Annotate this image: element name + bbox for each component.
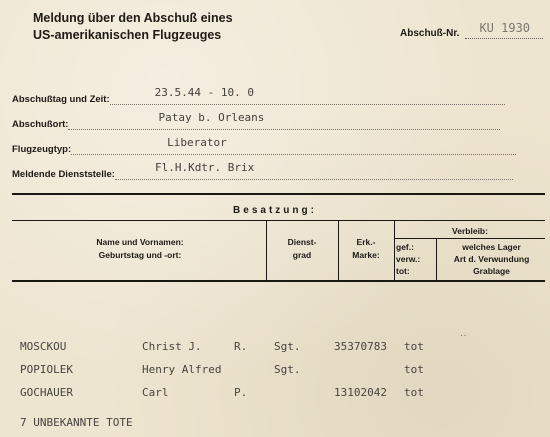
header-dienstgrad	[270, 236, 334, 262]
header-status-line1: gef.:	[396, 242, 414, 252]
field-dienststelle	[12, 161, 513, 180]
pencil-mark-icon: ··	[460, 330, 467, 341]
crew-row	[20, 340, 540, 363]
field-label: Abschußort:	[12, 119, 69, 130]
rule-verbleib	[395, 238, 545, 239]
field-label: Abschußtag und Zeit:	[12, 94, 110, 105]
field-value: Fl.H.Kdtr. Brix	[154, 161, 255, 174]
crew-first-name: Carl	[142, 386, 169, 399]
form-title-line1: Meldung über den Abschuß eines	[33, 11, 233, 25]
abschuss-nr-value: KU 1930	[479, 21, 531, 35]
header-verbleib-line1: welches Lager	[462, 242, 521, 252]
crew-last-name: POPIOLEK	[20, 363, 73, 376]
abschuss-nr-line	[465, 21, 543, 39]
field-line	[71, 136, 516, 155]
field-line	[68, 111, 500, 130]
rule-header-top	[12, 220, 545, 221]
column-divider	[436, 239, 437, 281]
header-name-line1: Name und Vornamen:	[96, 237, 184, 247]
header-verbleib-title: Verbleib:	[452, 226, 488, 236]
crew-number: 35370783	[334, 340, 387, 353]
section-title: Besatzung:	[233, 205, 317, 216]
field-line	[115, 161, 513, 180]
field-label: Flugzeugtyp:	[12, 144, 72, 155]
field-value: Liberator	[167, 136, 227, 149]
crew-initial: P.	[234, 386, 248, 399]
crew-initial: R.	[234, 340, 248, 353]
header-erk-line2: Marke:	[352, 250, 380, 260]
column-divider	[266, 221, 267, 281]
crew-note: 7 UNBEKANNTE TOTE	[20, 416, 133, 429]
header-verbleib-line2: Art d. Verwundung	[453, 254, 530, 264]
form-title-line2: US-amerikanischen Flugzeuges	[33, 28, 222, 42]
header-name	[60, 236, 220, 262]
header-dienstgrad-line2: grad	[292, 250, 312, 260]
field-value: Patay b. Orleans	[158, 111, 265, 124]
field-label: Meldende Dienststelle:	[12, 169, 115, 180]
crew-status: tot	[404, 386, 424, 399]
crew-last-name: MOSCKOU	[20, 340, 67, 353]
header-status-line3: tot:	[396, 266, 410, 276]
crew-first-name: Christ J.	[142, 340, 202, 353]
crew-first-name: Henry Alfred	[142, 363, 222, 376]
column-divider	[394, 221, 395, 281]
crew-rank: Sgt.	[274, 340, 301, 353]
crew-row	[20, 363, 540, 386]
header-status-line2: verw.:	[396, 254, 421, 264]
crew-row	[20, 386, 540, 409]
crew-number: 13102042	[334, 386, 387, 399]
column-divider	[338, 221, 339, 281]
crew-status: tot	[404, 340, 424, 353]
crew-status: tot	[404, 363, 424, 376]
field-abschussort	[12, 111, 500, 130]
abschuss-nr-label: Abschuß-Nr.	[400, 28, 460, 39]
header-status	[396, 241, 434, 277]
header-erkennungsmarke	[340, 236, 392, 262]
field-flugzeugtyp	[12, 136, 516, 155]
field-abschusstag	[12, 86, 505, 105]
header-erk-line1: Erk.-	[356, 237, 376, 247]
crew-rank: Sgt.	[274, 363, 301, 376]
rule-top	[12, 193, 545, 195]
header-name-line2: Geburtstag und -ort:	[98, 250, 182, 260]
header-dienstgrad-line1: Dienst-	[287, 237, 317, 247]
crew-list	[20, 340, 540, 409]
abschuss-nr	[400, 21, 543, 39]
field-value: 23.5.44 - 10. 0	[154, 86, 254, 99]
header-verbleib-line3: Grablage	[473, 266, 510, 276]
crew-last-name: GOCHAUER	[20, 386, 73, 399]
form-title	[33, 10, 233, 44]
header-verbleib	[438, 241, 545, 277]
field-line	[110, 86, 505, 105]
rule-header-bottom	[12, 280, 545, 282]
